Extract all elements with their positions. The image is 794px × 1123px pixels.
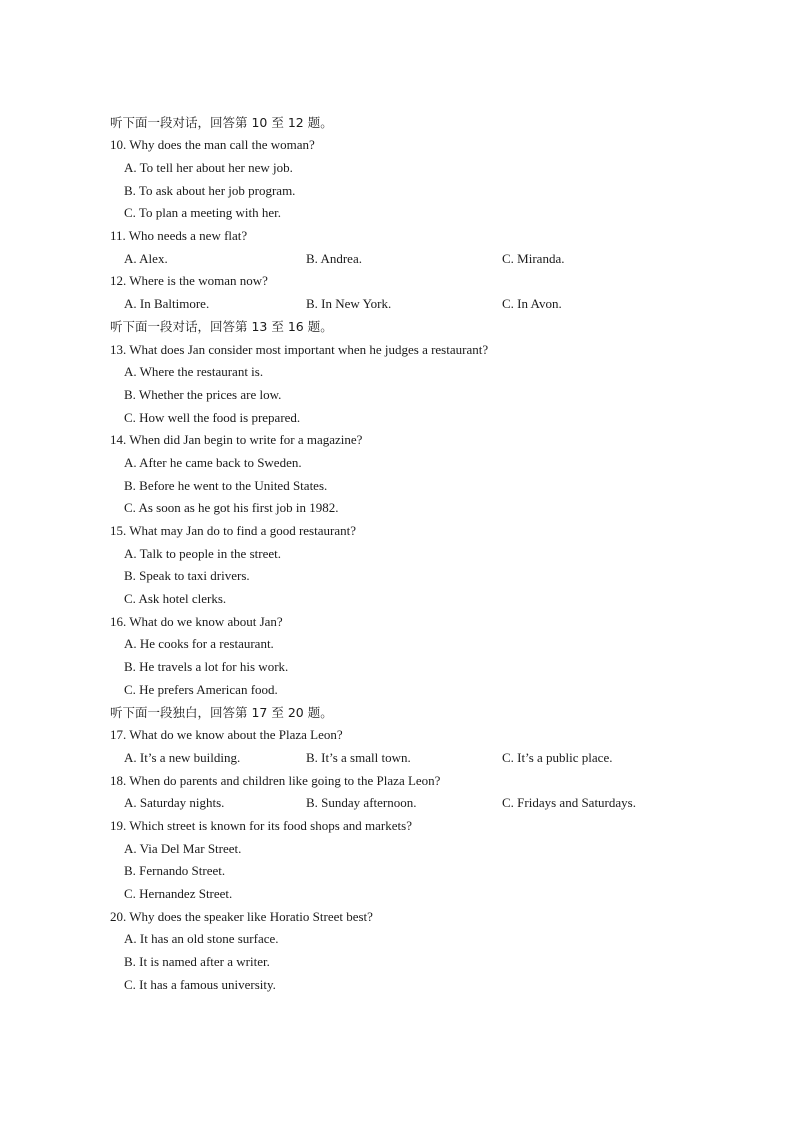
answer-option: B. In New York.: [306, 296, 392, 311]
question-stem: 16. What do we know about Jan?: [110, 614, 283, 629]
answer-option: C. Fridays and Saturdays.: [502, 795, 636, 810]
answer-option: B. Speak to taxi drivers.: [124, 568, 250, 583]
answer-option: C. It’s a public place.: [502, 750, 613, 765]
answer-option: B. It’s a small town.: [306, 750, 411, 765]
question-stem: 20. Why does the speaker like Horatio Street best?: [110, 909, 373, 924]
answer-option: A. Talk to people in the street.: [124, 546, 281, 561]
answer-option: B. Andrea.: [306, 251, 362, 266]
answer-option: B. Whether the prices are low.: [124, 387, 282, 402]
answer-option: C. As soon as he got his first job in 1982.: [124, 500, 339, 515]
answer-option: A. Saturday nights.: [124, 795, 225, 810]
answer-option: A. It has an old stone surface.: [124, 931, 279, 946]
question-stem: 18. When do parents and children like going to the Plaza Leon?: [110, 773, 441, 788]
question-stem: 19. Which street is known for its food shops and markets?: [110, 818, 412, 833]
answer-option: B. Sunday afternoon.: [306, 795, 417, 810]
answer-option: B. It is named after a writer.: [124, 954, 270, 969]
answer-option: B. To ask about her job program.: [124, 183, 296, 198]
answer-option: A. He cooks for a restaurant.: [124, 636, 274, 651]
answer-option: B. Before he went to the United States.: [124, 478, 328, 493]
answer-option: B. Fernando Street.: [124, 863, 226, 878]
answer-option: A. Via Del Mar Street.: [124, 841, 242, 856]
answer-option: A. Alex.: [124, 251, 168, 266]
answer-option: B. He travels a lot for his work.: [124, 659, 289, 674]
answer-option: C. In Avon.: [502, 296, 562, 311]
answer-option: C. How well the food is prepared.: [124, 410, 301, 425]
question-stem: 11. Who needs a new flat?: [110, 228, 248, 243]
question-stem: 13. What does Jan consider most important when he judges a restaurant?: [110, 342, 489, 357]
section-header: 听下面一段独白，回答第 17 至 20 题。: [110, 705, 333, 720]
answer-option: C. Ask hotel clerks.: [124, 591, 227, 606]
question-stem: 15. What may Jan do to find a good restaurant?: [110, 523, 356, 538]
answer-option: A. After he came back to Sweden.: [124, 455, 302, 470]
answer-option: C. It has a famous university.: [124, 977, 276, 992]
answer-option: A. In Baltimore.: [124, 296, 210, 311]
answer-option: C. To plan a meeting with her.: [124, 205, 281, 220]
question-stem: 12. Where is the woman now?: [110, 273, 268, 288]
answer-option: A. To tell her about her new job.: [124, 160, 293, 175]
answer-option: A. Where the restaurant is.: [124, 364, 264, 379]
answer-option: C. He prefers American food.: [124, 682, 278, 697]
question-stem: 17. What do we know about the Plaza Leon?: [110, 727, 343, 742]
question-stem: 10. Why does the man call the woman?: [110, 137, 315, 152]
question-stem: 14. When did Jan begin to write for a magazine?: [110, 432, 363, 447]
section-header: 听下面一段对话，回答第 10 至 12 题。: [110, 115, 333, 130]
answer-option: C. Hernandez Street.: [124, 886, 233, 901]
section-header: 听下面一段对话，回答第 13 至 16 题。: [110, 319, 333, 334]
answer-option: A. It’s a new building.: [124, 750, 241, 765]
answer-option: C. Miranda.: [502, 251, 565, 266]
